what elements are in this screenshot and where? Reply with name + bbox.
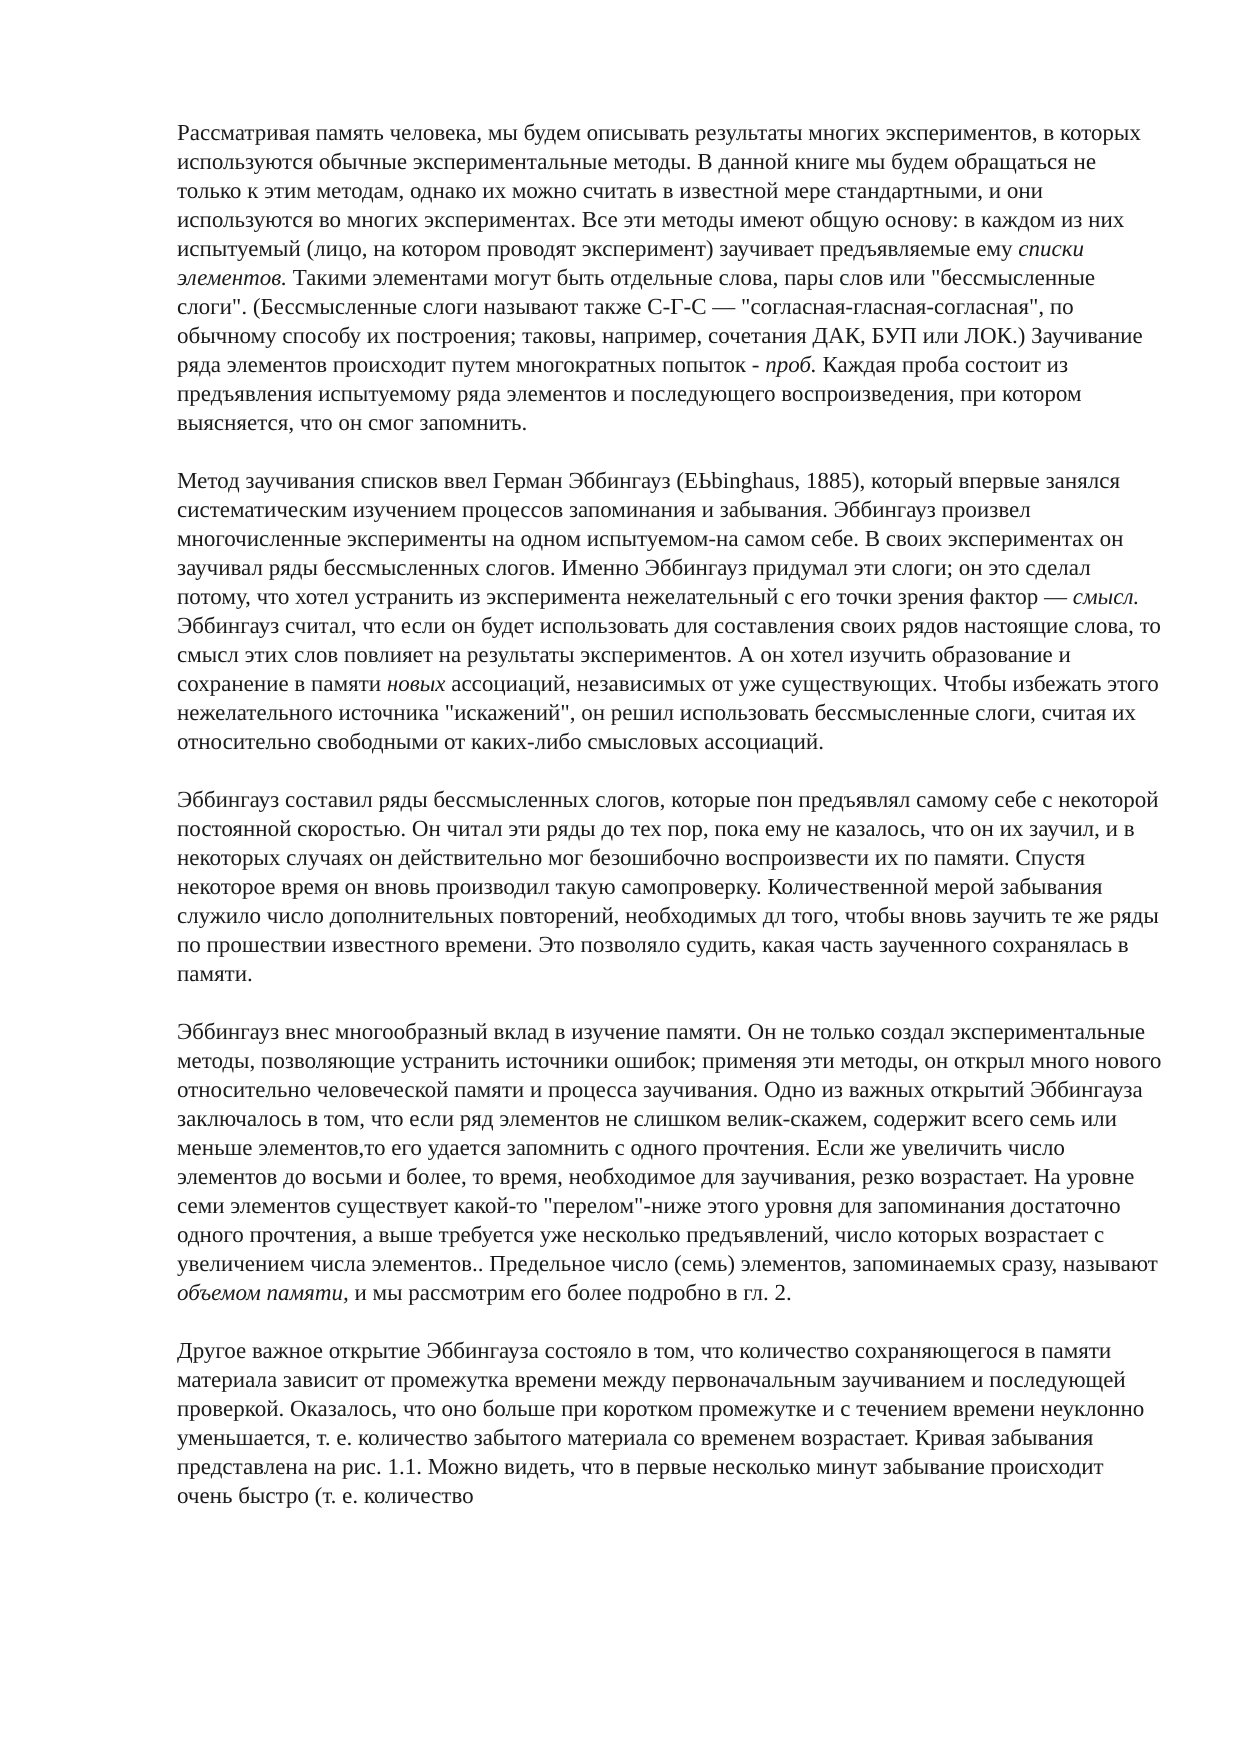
paragraph-1 bbox=[177, 118, 1163, 437]
italic-term: списки элементов. bbox=[177, 236, 1084, 290]
paragraph-5 bbox=[177, 1336, 1163, 1510]
paragraph-3 bbox=[177, 785, 1163, 988]
text-run: ассоциаций, независимых от уже существующих. Чтобы избежать этого нежелательного источника "искажений", он решил использовать бессмысленные слоги, считая их относительно свободными от каких-либо смысловых ассоциаций. bbox=[177, 671, 1165, 754]
text-run: Эббингауз внес многообразный вклад в изучение памяти. Он не только создал экспериментальные методы, позволяющие устранить источники ошибок; применяя эти методы, он открыл много нового относительно человеческой памяти и процесса заучивания. Одно из важных открытий Эббингауза заключалось в том, что если ряд элементов не слишком велик-скажем, содержит всего семь или меньше элементов,то его удается запомнить с одного прочтения. Если же увеличить число элементов до восьми и более, то время, необходимое для заучивания, резко возрастает. На уровне семи элементов существует какой-то "перелом"-ниже этого уровня для запоминания достаточно одного прочтения, а выше требуется уже несколько предъявлений, число которых возрастает с увеличением числа элементов.. Предельное число (семь) элементов, запоминаемых сразу, называют bbox=[177, 1019, 1168, 1276]
text-run: Каждая проба состоит из предъявления испытуемому ряда элементов и последующего воспроизведения, при котором выясняется, что он смог запомнить. bbox=[177, 352, 1088, 435]
text-run: Эббингауз составил ряды бессмысленных слогов, которые пон предъявлял самому себе с некоторой постоянной скоростью. Он читал эти ряды до тех пор, пока ему не казалось, что он их заучил, и в некоторых случаях он действительно мог безошибочно воспроизвести их по памяти. Спустя некоторое время он вновь производил такую самопроверку. Количественной мерой забывания служило число дополнительных повторений, необходимых дл того, чтобы вновь заучить те же ряды по прошествии известного времени. Это позволяло судить, какая часть заученного сохранялась в памяти. bbox=[177, 787, 1165, 986]
text-run: Другое важное открытие Эббингауза состояло в том, что количество сохраняющегося в памяти материала зависит от промежутка времени между первоначальным заучиванием и последующей проверкой. Оказалось, что оно больше при коротком промежутке и с течением времени неуклонно уменьшается, т. е. количество забытого материала со временем возрастает. Кривая забывания представлена на рис. 1.1. Можно видеть, что в первые несколько минут забывание происходит очень быстро (т. е. количество bbox=[177, 1338, 1151, 1508]
italic-term: новых bbox=[386, 671, 446, 696]
text-run: Эббингауз считал, что если он будет использовать для составления своих рядов настоящие слова, то смысл этих слов повлияет на результаты экспериментов. А он хотел изучить образование и сохранение в памяти bbox=[177, 584, 1167, 696]
text-run: Рассматривая память человека, мы будем описывать результаты многих экспериментов, в которых используются обычные экспериментальные методы. В данной книге мы будем обращаться не только к этим методам, однако их можно считать в известной мере стандартными, и они используются во многих экспериментах. Все эти методы имеют общую основу: в каждом из них испытуемый (лицо, на котором проводят эксперимент) заучивает предъявляемые ему bbox=[177, 120, 1147, 261]
text-run: и мы рассмотрим его более подробно в гл. 2. bbox=[348, 1280, 792, 1305]
italic-term: объемом памяти, bbox=[177, 1280, 349, 1305]
paragraph-4 bbox=[177, 1017, 1168, 1307]
paragraph-2 bbox=[177, 466, 1167, 756]
italic-term: проб. bbox=[765, 352, 817, 377]
italic-term: смысл. bbox=[1072, 584, 1140, 609]
text-run: Метод заучивания списков ввел Герман Эббингауз (ЕЬbinghaus, 1885), который впервые занялся систематическим изучением процессов запоминания и забывания. Эббингауз произвел многочисленные эксперименты на одном испытуемом-на самом себе. В своих экспериментах он заучивал ряды бессмысленных слогов. Именно Эббингауз придумал эти слоги; он это сделал потому, что хотел устранить из эксперимента нежелательный с его точки зрения фактор — bbox=[177, 468, 1130, 609]
text-run: Такими элементами могут быть отдельные слова, пары слов или "бессмысленные слоги". (Бессмысленные слоги называют также С-Г-С — "согласная-гласная-согласная", по обычному способу их построения; таковы, например, сочетания ДАК, БУП или ЛОК.) Заучивание ряда элементов происходит путем многократных попыток - bbox=[177, 265, 1149, 377]
document-page bbox=[177, 118, 1168, 1539]
